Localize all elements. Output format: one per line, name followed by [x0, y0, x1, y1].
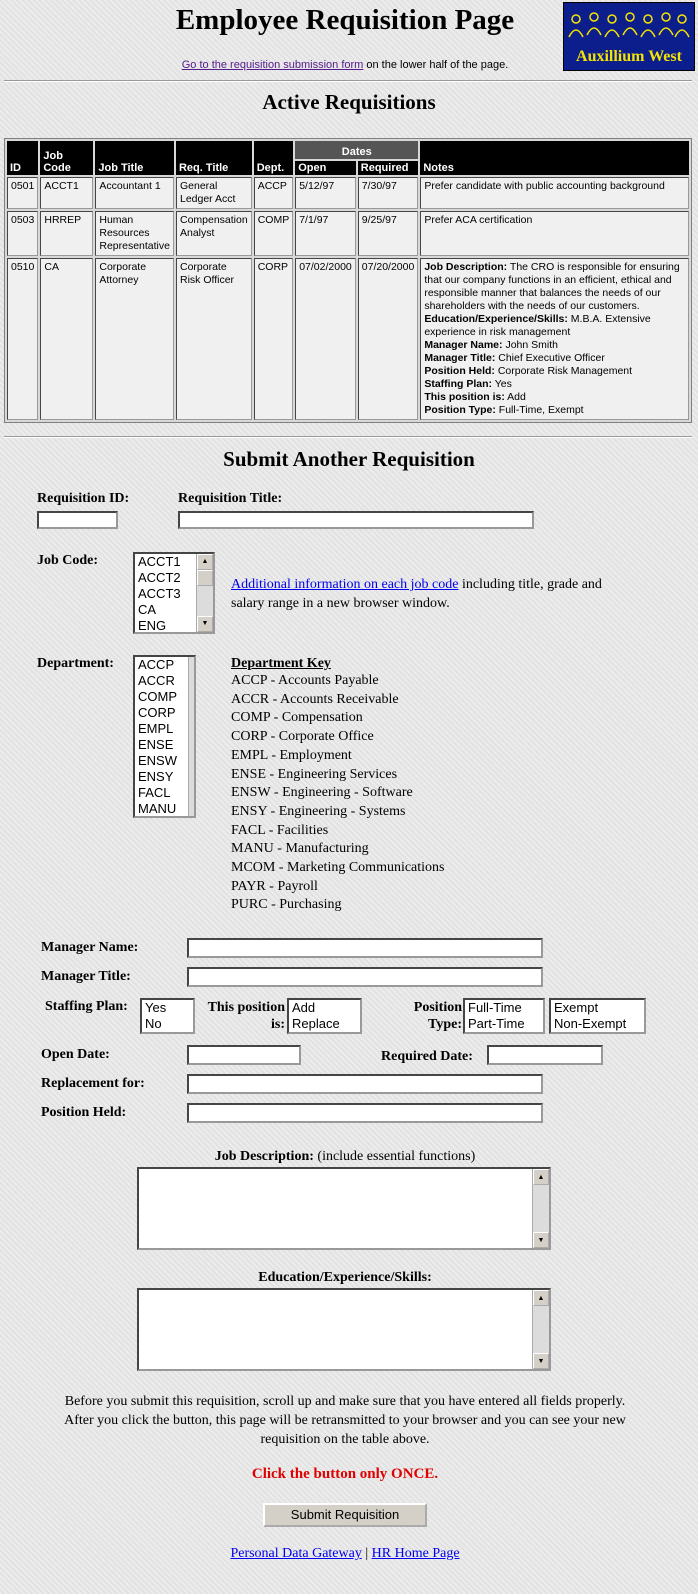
cell-id: 0510 — [7, 258, 38, 420]
list-option[interactable]: COMP — [138, 689, 177, 704]
cell-dept: CORP — [254, 258, 294, 420]
job-code-info-suffix: including title, grade and salary range in a new browser window. — [231, 577, 602, 611]
position-is-listbox[interactable] — [287, 998, 362, 1034]
note-line: Position Held: Corporate Risk Management — [424, 365, 633, 377]
dept-key-item: ACCR - Accounts Receivable — [231, 691, 399, 707]
cell-notes: Prefer candidate with public accounting background — [420, 177, 689, 209]
list-option[interactable]: CORP — [138, 705, 176, 720]
cell-open: 07/02/2000 — [295, 258, 356, 420]
requisitions-table — [4, 138, 692, 423]
open-date-input[interactable] — [187, 1045, 301, 1065]
dept-key-item: MCOM - Marketing Communications — [231, 860, 445, 876]
col-req-title: Req. Title — [176, 141, 252, 175]
cell-notes: Prefer ACA certification — [420, 211, 689, 256]
department-key — [231, 656, 445, 915]
cell-req-title: Corporate Risk Officer — [176, 258, 252, 420]
cell-dept: COMP — [254, 211, 294, 256]
list-option[interactable]: CA — [138, 602, 157, 617]
cell-req-title: Compensation Analyst — [176, 211, 252, 256]
list-option[interactable]: ACCP — [138, 657, 175, 672]
staffing-plan-label: Staffing Plan: — [45, 999, 128, 1014]
job-code-info — [231, 575, 631, 613]
col-job-title: Job Title — [95, 141, 174, 175]
list-option[interactable]: ENG — [138, 618, 167, 633]
dept-key-item: CORP - Corporate Office — [231, 729, 374, 745]
manager-title-input[interactable] — [187, 967, 543, 987]
divider — [4, 80, 692, 82]
cell-job-code: CA — [40, 258, 93, 420]
scroll-up-icon[interactable]: ▲ — [533, 1169, 549, 1185]
cell-job-code: ACCT1 — [40, 177, 93, 209]
dept-key-item: COMP - Compensation — [231, 710, 363, 726]
dept-key-item: PAYR - Payroll — [231, 878, 318, 894]
list-option[interactable]: No — [145, 1016, 162, 1031]
cell-job-title: Human Resources Representative — [95, 211, 174, 256]
note-line: Position Type: Full-Time, Exempt — [424, 404, 584, 416]
cell-id: 0503 — [7, 211, 38, 256]
dept-key-item: PURC - Purchasing — [231, 897, 342, 913]
cell-dept: ACCP — [254, 177, 294, 209]
list-option[interactable]: ENSY — [138, 769, 174, 784]
note-line: Education/Experience/Skills: M.B.A. Extensive experience in risk management — [424, 313, 651, 338]
list-option[interactable]: Exempt — [554, 1000, 599, 1015]
list-option[interactable]: ACCR — [138, 673, 175, 688]
col-dates: Dates — [295, 141, 418, 159]
col-job-code: Job Code — [40, 141, 93, 175]
hr-home-page-link[interactable]: HR Home Page — [371, 1546, 460, 1561]
list-option[interactable]: ACCT1 — [138, 554, 181, 569]
cell-required: 07/20/2000 — [358, 258, 419, 420]
divider — [4, 436, 692, 438]
dept-key-item: ACCP - Accounts Payable — [231, 673, 379, 688]
position-time-listbox[interactable] — [463, 998, 545, 1034]
scroll-down-icon[interactable]: ▼ — [533, 1353, 549, 1369]
list-option[interactable]: ACCT3 — [138, 586, 181, 601]
req-id-input[interactable] — [37, 511, 118, 529]
scrollbar[interactable] — [188, 657, 194, 816]
job-code-label: Job Code: — [37, 553, 99, 568]
active-requisitions-heading: Active Requisitions — [262, 90, 436, 114]
cell-open: 5/12/97 — [295, 177, 356, 209]
cell-job-code: HRREP — [40, 211, 93, 256]
scrollbar[interactable] — [532, 1290, 549, 1369]
manager-name-label: Manager Name: — [41, 940, 139, 955]
department-key-title: Department Key — [231, 656, 331, 671]
list-option[interactable]: EMPL — [138, 721, 174, 736]
footer-separator: | — [361, 1546, 372, 1561]
dept-key-item: ENSY - Engineering - Systems — [231, 803, 406, 819]
col-notes: Notes — [420, 141, 689, 175]
department-label: Department: — [37, 656, 114, 671]
dept-key-item: ENSE - Engineering Services — [231, 766, 398, 782]
dept-key-item: EMPL - Employment — [231, 747, 352, 763]
page-title: Employee Requisition Page — [175, 4, 515, 36]
col-id: ID — [7, 141, 38, 175]
job-description-textarea[interactable] — [137, 1167, 551, 1250]
scrollbar[interactable] — [532, 1169, 549, 1248]
note-line: Staffing Plan: Yes — [424, 378, 512, 390]
cell-notes — [420, 258, 689, 420]
manager-name-input[interactable] — [187, 938, 543, 958]
education-label: Education/Experience/Skills: — [258, 1270, 432, 1285]
required-date-input[interactable] — [487, 1045, 603, 1065]
col-dept: Dept. — [254, 141, 294, 175]
req-title-label: Requisition Title: — [178, 491, 283, 506]
cell-required: 9/25/97 — [358, 211, 419, 256]
list-option[interactable]: ENSW — [138, 753, 177, 768]
position-exempt-listbox[interactable] — [549, 998, 646, 1034]
list-option[interactable]: ACCT2 — [138, 570, 181, 585]
req-title-input[interactable] — [178, 511, 534, 529]
replacement-for-input[interactable] — [187, 1074, 543, 1094]
position-held-input[interactable] — [187, 1103, 543, 1123]
scroll-up-icon[interactable]: ▲ — [197, 554, 213, 570]
note-line: Job Description: The CRO is responsible for ensuring that our company functions in an efficient, ethical and responsible manner that balances the needs of our shareholders with the needs of our customers. — [424, 261, 680, 312]
logo-text: Auxillium West — [576, 48, 682, 65]
dept-key-item: FACL - Facilities — [231, 822, 329, 838]
list-option[interactable]: MANU — [138, 801, 177, 816]
required-date-label: Required Date: — [381, 1049, 473, 1064]
job-code-info-link[interactable]: Additional information on each job code — [231, 577, 459, 592]
dept-key-item: ENSW - Engineering - Software — [231, 785, 413, 801]
table-row — [7, 177, 689, 209]
col-open: Open — [295, 161, 356, 175]
cell-required: 7/30/97 — [358, 177, 419, 209]
list-option[interactable]: Full-Time — [468, 1000, 522, 1015]
manager-title-label: Manager Title: — [41, 969, 131, 984]
footer-links — [0, 1546, 690, 1562]
scroll-down-icon[interactable]: ▼ — [533, 1232, 549, 1248]
cell-id: 0501 — [7, 177, 38, 209]
cell-job-title: Accountant 1 — [95, 177, 174, 209]
jump-suffix: on the lower half of the page. — [363, 59, 509, 71]
jump-to-form-link[interactable]: Go to the requisition submission form — [181, 59, 364, 71]
dept-key-item: MANU - Manufacturing — [231, 841, 369, 857]
submit-instructions: Before you submit this requisition, scroll up and make sure that you have entered all fields properly. After you click the button, this page will be retransmitted to your browser and you can see your new requisition on the table above. — [64, 1394, 626, 1447]
scroll-down-icon[interactable]: ▼ — [197, 616, 213, 632]
replacement-for-label: Replacement for: — [41, 1076, 145, 1091]
req-id-label: Requisition ID: — [37, 491, 130, 506]
click-once-warning: Click the button only ONCE. — [251, 1466, 439, 1482]
cell-job-title: Corporate Attorney — [95, 258, 174, 420]
note-line: Manager Title: Chief Executive Officer — [424, 352, 605, 364]
education-textarea[interactable] — [137, 1288, 551, 1371]
position-type-label: Position Type: — [413, 1000, 462, 1032]
list-option[interactable]: Add — [292, 1000, 316, 1015]
col-required: Required — [358, 161, 419, 175]
position-held-label: Position Held: — [41, 1105, 127, 1120]
cell-req-title: General Ledger Acct — [176, 177, 252, 209]
list-option[interactable]: Non-Exempt — [554, 1016, 627, 1031]
job-description-label: Job Description: (include essential functions) — [214, 1149, 476, 1164]
open-date-label: Open Date: — [41, 1047, 110, 1062]
table-row — [7, 211, 689, 256]
note-line: Manager Name: John Smith — [424, 339, 558, 351]
job-code-listbox[interactable] — [133, 552, 215, 634]
scroll-thumb[interactable] — [197, 570, 213, 586]
personal-data-gateway-link[interactable]: Personal Data Gateway — [230, 1546, 362, 1561]
staffing-plan-listbox[interactable] — [140, 998, 195, 1034]
scrollbar[interactable] — [196, 554, 213, 632]
cell-open: 7/1/97 — [295, 211, 356, 256]
position-is-label: This position is: — [207, 1000, 285, 1032]
note-line: This position is: Add — [424, 391, 526, 403]
submit-requisition-button[interactable]: Submit Requisition — [263, 1503, 427, 1527]
list-option[interactable]: FACL — [138, 785, 171, 800]
department-listbox[interactable] — [133, 655, 196, 818]
submit-requisition-heading: Submit Another Requisition — [223, 447, 475, 471]
list-option[interactable]: Part-Time — [468, 1016, 525, 1031]
list-option[interactable]: ENSE — [138, 737, 174, 752]
people-silhouettes-icon — [564, 7, 694, 47]
scroll-up-icon[interactable]: ▲ — [533, 1290, 549, 1306]
jump-line — [0, 59, 690, 71]
list-option[interactable]: Yes — [145, 1000, 167, 1015]
table-row — [7, 258, 689, 420]
list-option[interactable]: Replace — [292, 1016, 340, 1031]
